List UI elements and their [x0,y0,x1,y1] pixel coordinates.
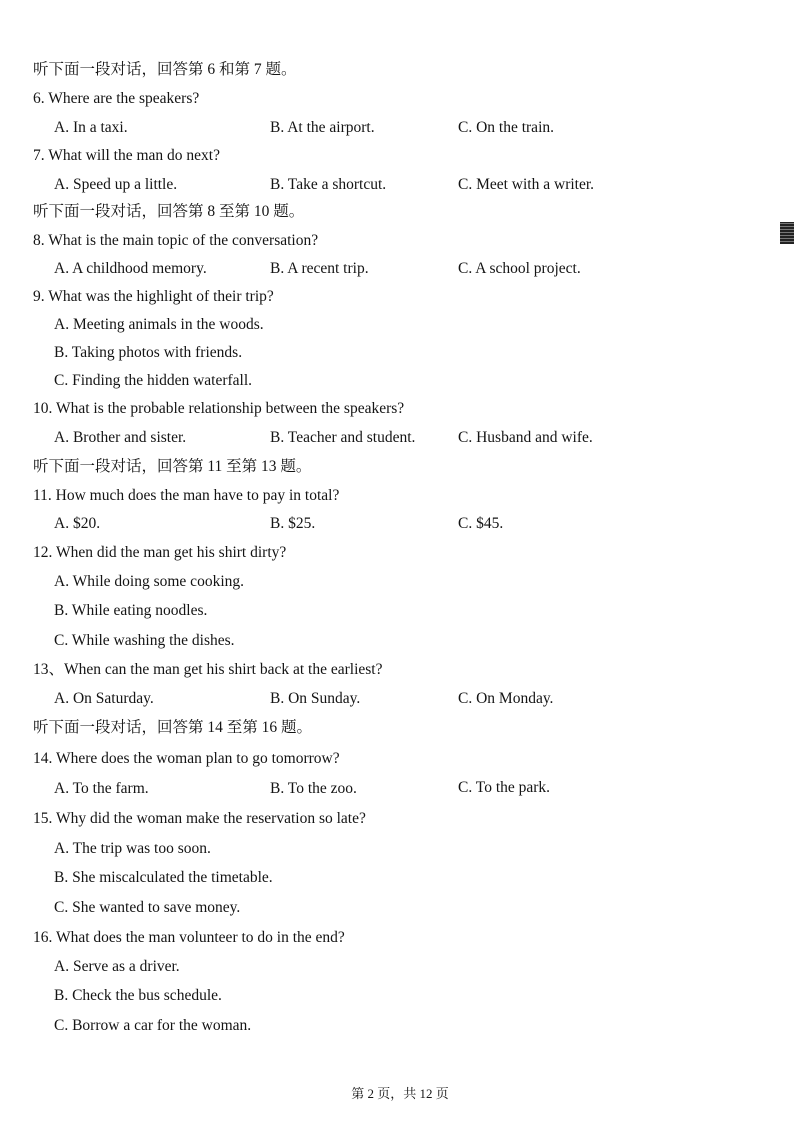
question-15-stem: 15. Why did the woman make the reservation so late? [33,810,366,827]
question-6-option-b: B. At the airport. [270,119,375,136]
question-6-option-c: C. On the train. [458,119,554,136]
question-13-stem: 13、When can the man get his shirt back at the earliest? [33,661,383,678]
question-10-option-a: A. Brother and sister. [54,429,187,446]
question-12-stem: 12. When did the man get his shirt dirty? [33,544,287,561]
question-7-option-b: B. Take a shortcut. [270,176,387,193]
question-6-option-a: A. In a taxi. [54,119,128,136]
question-16-option-b: B. Check the bus schedule. [54,987,222,1004]
section-instruction-8-10: 听下面一段对话，回答第 8 至第 10 题。 [33,203,305,220]
question-10-stem: 10. What is the probable relationship between the speakers? [33,400,405,417]
question-7-option-a: A. Speed up a little. [54,176,178,193]
question-8-option-a: A. A childhood memory. [54,260,207,277]
question-10-option-c: C. Husband and wife. [458,429,593,446]
question-16-option-c: C. Borrow a car for the woman. [54,1017,252,1034]
question-14-option-a: A. To the farm. [54,780,149,797]
question-14-option-b: B. To the zoo. [270,780,357,797]
question-15-option-c: C. She wanted to save money. [54,899,241,916]
question-8-option-c: C. A school project. [458,260,581,277]
page-footer: 第 2 页，共 12 页 [351,1086,449,1101]
question-14-option-c: C. To the park. [458,779,551,796]
section-instruction-14-16: 听下面一段对话，回答第 14 至第 16 题。 [33,719,313,736]
question-14-stem: 14. Where does the woman plan to go tomorrow? [33,750,340,767]
question-9-option-c: C. Finding the hidden waterfall. [54,372,253,389]
question-16-option-a: A. Serve as a driver. [54,958,180,975]
question-15-option-a: A. The trip was too soon. [54,840,211,857]
question-15-option-b: B. She miscalculated the timetable. [54,869,273,886]
question-12-option-c: C. While washing the dishes. [54,632,235,649]
question-12-option-a: A. While doing some cooking. [54,573,244,590]
question-7-stem: 7. What will the man do next? [33,147,220,164]
question-12-option-b: B. While eating noodles. [54,602,208,619]
question-9-option-a: A. Meeting animals in the woods. [54,316,264,333]
question-9-option-b: B. Taking photos with friends. [54,344,243,361]
question-8-option-b: B. A recent trip. [270,260,369,277]
page-edge-tab-mark [780,222,794,244]
question-11-stem: 11. How much does the man have to pay in total? [33,487,340,504]
question-13-option-c: C. On Monday. [458,690,554,707]
question-7-option-c: C. Meet with a writer. [458,176,595,193]
section-instruction-11-13: 听下面一段对话，回答第 11 至第 13 题。 [33,458,312,475]
question-8-stem: 8. What is the main topic of the conversation? [33,232,319,249]
question-11-option-b: B. $25. [270,515,316,532]
question-10-option-b: B. Teacher and student. [270,429,416,446]
question-16-stem: 16. What does the man volunteer to do in the end? [33,929,345,946]
question-13-option-a: A. On Saturday. [54,690,154,707]
question-6-stem: 6. Where are the speakers? [33,90,200,107]
question-13-option-b: B. On Sunday. [270,690,361,707]
question-11-option-a: A. $20. [54,515,101,532]
question-9-stem: 9. What was the highlight of their trip? [33,288,274,305]
question-11-option-c: C. $45. [458,515,504,532]
section-instruction-6-7: 听下面一段对话，回答第 6 和第 7 题。 [33,61,297,78]
